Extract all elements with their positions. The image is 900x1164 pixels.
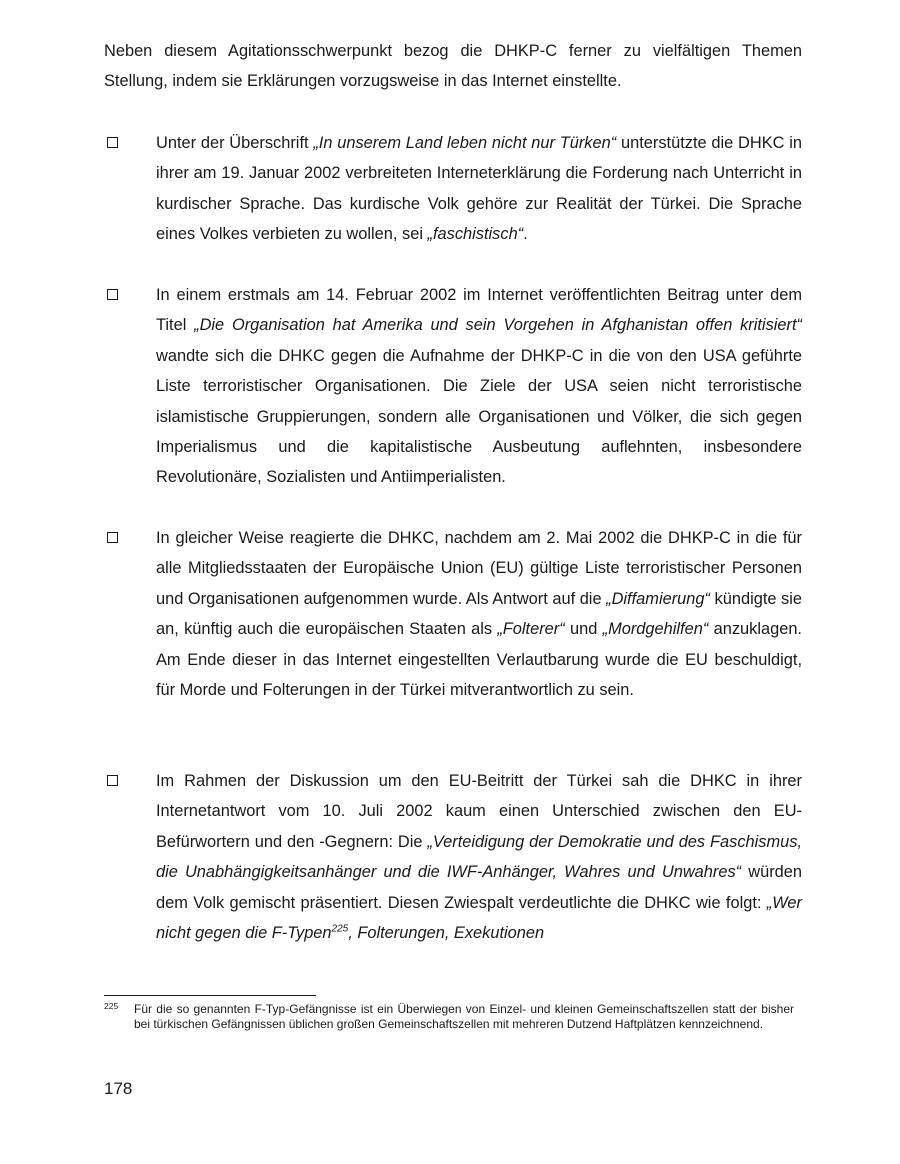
quoted-term: „faschistisch“ bbox=[427, 225, 524, 244]
bullet-paragraph: Unter der Überschrift „In unserem Land leben nicht nur Türken“ unterstützte die DHKC in ihrer am 19. Januar 2002 verbreiteten Interneterklärung die Forderung nach Unterricht in kurdischer Sprache. Das kurdische Volk gehöre zur Realität der Türkei. Die Sprache eines Volkes verbieten zu wollen, sei „faschistisch“. bbox=[156, 134, 802, 244]
checkbox-bullet-icon bbox=[107, 532, 118, 543]
bullet-paragraph: Im Rahmen der Diskussion um den EU-Beitritt der Türkei sah die DHKC in ihrer Internetantwort vom 10. Juli 2002 kaum einen Unterschied zwischen den EU-Befürwortern und den -Gegnern: Die „Verteidigung der Demokratie und des Faschismus, die Unabhängigkeitsanhänger und die IWF-Anhänger, Wahres und Unwahres“ würden dem Volk gemischt präsentiert. Diesen Zwiespalt verdeutlichte die DHKC wie folgt: „Wer nicht gegen die F-Typen$^{225}$, Folterungen, Exekutionen bbox=[156, 772, 803, 943]
quoted-title: „In unserem Land leben nicht nur Türken“ bbox=[313, 134, 617, 152]
checkbox-bullet-icon bbox=[107, 137, 118, 148]
checkbox-bullet-icon bbox=[107, 775, 118, 786]
quoted-term: „Folterer“ bbox=[497, 620, 565, 639]
quoted-title: „Die Organisation hat Amerika und sein Vorgehen in Afghanistan offen kritisiert“ bbox=[194, 316, 802, 335]
quoted-statement: „Verteidigung der Demokratie und des Faschismus, die Unabhängigkeitsanhänger und die IWF-Anhänger, Wahres und Unwahres“ bbox=[156, 832, 802, 882]
quoted-term: „Mordgehilfen“ bbox=[602, 620, 709, 639]
quoted-statement: „Wer nicht gegen die F-Typen bbox=[156, 893, 802, 943]
intro-paragraph: Neben diesem Agitationsschwerpunkt bezog die DHKP-C ferner zu vielfältigen Themen Stellung, indem sie Erklärungen vorzugsweise in das Internet einstellte. bbox=[104, 42, 802, 91]
footnote-separator bbox=[104, 995, 316, 996]
checkbox-bullet-icon bbox=[107, 289, 118, 300]
quoted-term: „Diffamierung“ bbox=[606, 589, 710, 608]
page-number: 178 bbox=[104, 1079, 133, 1098]
footnote-reference[interactable]: 225 bbox=[331, 923, 349, 935]
bullet-paragraph: In einem erstmals am 14. Februar 2002 im Internet veröffentlichten Beitrag unter dem Titel „Die Organisation hat Amerika und sein Vorgehen in Afghanistan offen kritisiert“ wandte sich die DHKC gegen die Aufnahme der DHKP-C in die von den USA geführte Liste terroristischer Organisationen. Die Ziele der USA seien nicht terroristische islamistische Gruppierungen, sondern alle Organisationen und Völker, die sich gegen Imperialismus und die kapitalistische Ausbeutung auflehnten, insbesondere Revolutionäre, Sozialisten und Antiimperialisten. bbox=[156, 286, 802, 487]
bullet-paragraph: In gleicher Weise reagierte die DHKC, nachdem am 2. Mai 2002 die DHKP-C in die für alle Mitgliedsstaaten der Europäische Union (EU) gültige Liste terroristischer Personen und Organisationen aufgenommen wurde. Als Antwort auf die „Diffamierung“ kündigte sie an, künftig auch die europäischen Staaten als „Folterer“ und „Mordgehilfen“ anzuklagen. Am Ende dieser in das Internet eingestellten Verlautbarung wurde die EU beschuldigt, für Morde und Folterungen in der Türkei mitverantwortlich zu sein. bbox=[156, 529, 803, 700]
footnote-text: Für die so genannten F-Typ-Gefängnisse ist ein Überwiegen von Einzel- und kleinen Gemeinschaftszellen statt der bisher bei türkischen Gefängnissen üblichen großen Gemeinschaftszellen mit mehreren Dutzend Haftplätzen kennzeichnend. bbox=[134, 1002, 794, 1031]
quoted-statement: , Folterungen, Exekutionen bbox=[348, 924, 545, 943]
footnote-number: 225 bbox=[104, 1001, 119, 1011]
